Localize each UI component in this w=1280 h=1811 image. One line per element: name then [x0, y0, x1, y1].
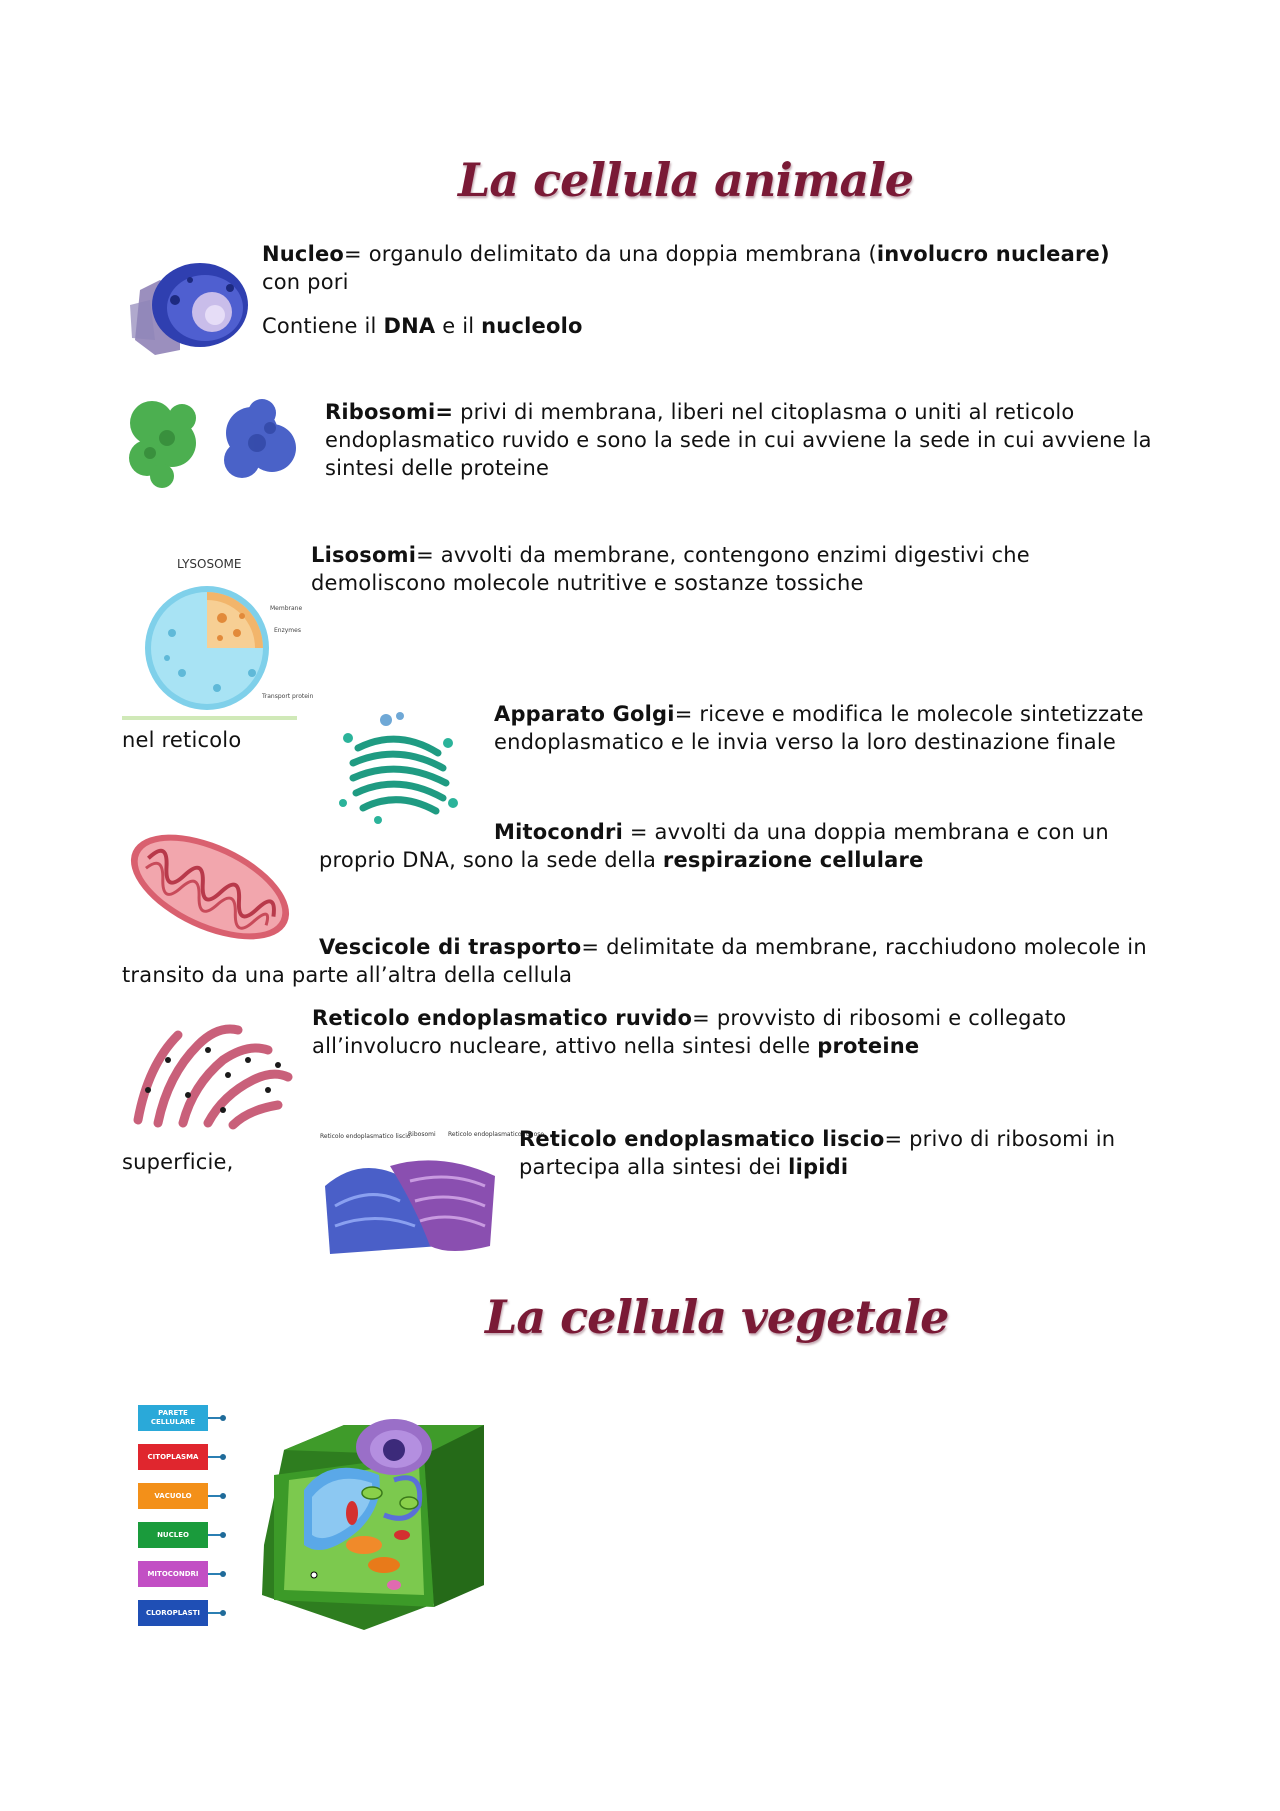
rough-er-image [128, 1005, 300, 1130]
rer-text-2: all’involucro nucleare, attivo nella sintesi delle [312, 1034, 818, 1058]
ribosomi-term: Ribosomi= [325, 400, 454, 424]
vescicole-text-1: = delimitate da membrane, racchiudono molecole in [581, 935, 1147, 959]
vescicole-line-1 [319, 933, 1219, 961]
ser-text-1: = privo di ribosomi in [884, 1127, 1116, 1151]
lysosome-image [122, 548, 314, 728]
plant-cell-title: La cellula vegetale [485, 1290, 949, 1344]
mitocondri-text-2: proprio DNA, sono la sede della [319, 848, 663, 872]
ser-paragraph [519, 1125, 1219, 1181]
ser-term: Reticolo endoplasmatico liscio [519, 1127, 885, 1151]
mitocondri-bold-respirazione: respirazione cellulare [662, 848, 924, 872]
page-title: La cellula animale [458, 153, 914, 207]
label-parete-cellulare: PARETE CELLULARE [138, 1405, 208, 1431]
nucleo-term: Nucleo [262, 242, 345, 266]
ser-callout-3: Reticolo endoplasmatico rugoso [448, 1131, 545, 1138]
plant-cell-diagram [138, 1405, 518, 1665]
ser-callout-1: Reticolo endoplasmatico liscio [320, 1133, 411, 1140]
lisosomi-term: Lisosomi [311, 543, 417, 567]
vescicole-line-2: transito da una parte all’altra della cellula [122, 963, 573, 987]
label-citoplasma: CITOPLASMA [138, 1444, 208, 1470]
golgi-text: = riceve e modifica le molecole sintetizzate endoplasmatico e le invia verso la loro destinazione finale [494, 702, 1144, 754]
lysosome-callout-3: Transport protein [262, 693, 314, 700]
lysosome-callout-2: Enzymes [274, 627, 301, 634]
nucleus-image [120, 250, 250, 365]
label-vacuolo: VACUOLO [138, 1483, 208, 1509]
nucleo-text-3: Contiene il [262, 314, 384, 338]
label-nucleo: NUCLEO [138, 1522, 208, 1548]
lisosomi-text: = avvolti da membrane, contengono enzimi digestivi che demoliscono molecole nutritive e sostanze tossiche [311, 543, 1030, 595]
ribosome-image [122, 388, 307, 493]
ser-left-fragment: superficie, [122, 1150, 234, 1174]
rer-term: Reticolo endoplasmatico ruvido [312, 1006, 693, 1030]
rer-line-2 [312, 1032, 1212, 1060]
nucleo-paragraph [262, 240, 1162, 340]
nucleo-bold-nucleolo: nucleolo [481, 314, 583, 338]
mitocondri-term: Mitocondri [494, 820, 623, 844]
smooth-er-image [320, 1126, 545, 1261]
ser-text-2: partecipa alla sintesi dei [519, 1155, 789, 1179]
nucleo-text: = organulo delimitato da una doppia membrana ( [344, 242, 877, 266]
mitocondri-text-1: = avvolti da una doppia membrana e con un [622, 820, 1109, 844]
ser-callout-2: Ribosomi [408, 1131, 436, 1138]
rer-bold-proteine: proteine [817, 1034, 920, 1058]
lysosome-image-title: LYSOSOME [177, 557, 242, 571]
golgi-left-fragment: nel reticolo [122, 728, 242, 752]
ribosomi-paragraph [325, 398, 1165, 482]
plant-cell-image [234, 1395, 514, 1640]
mitocondri-line-2 [319, 846, 1199, 874]
rer-text-1: = provvisto di ribosomi e collegato [692, 1006, 1067, 1030]
mitochondrion-image [122, 822, 297, 952]
ribosomi-text: privi di membrana, liberi nel citoplasma o uniti al reticolo endoplasmatico ruvido e sono la sede in cui avviene la sede in cui avviene la sintesi delle proteine [325, 400, 1152, 480]
vescicole-term: Vescicole di trasporto [319, 935, 582, 959]
ser-bold-lipidi: lipidi [788, 1155, 849, 1179]
lysosome-callout-1: Membrane [270, 605, 303, 612]
nucleo-bold-dna: DNA [383, 314, 436, 338]
golgi-image [318, 708, 468, 828]
lisosomi-paragraph [311, 541, 1111, 597]
nucleo-text-4: e il [435, 314, 482, 338]
nucleo-bold-involucro: involucro nucleare) [876, 242, 1110, 266]
label-cloroplasti: CLOROPLASTI [138, 1600, 208, 1626]
golgi-paragraph [494, 700, 1194, 756]
golgi-term: Apparato Golgi [494, 702, 675, 726]
label-mitocondri: MITOCONDRI [138, 1561, 208, 1587]
rer-line-1 [312, 1004, 1212, 1032]
nucleo-text-2: con pori [262, 270, 349, 294]
mitocondri-line-1 [494, 818, 1194, 846]
